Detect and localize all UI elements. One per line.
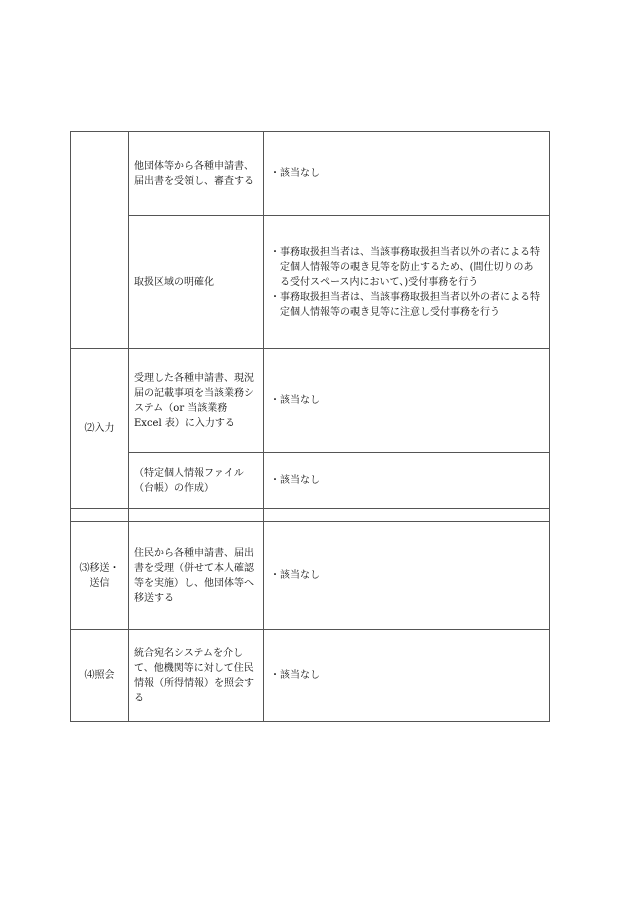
task-cell [129, 453, 264, 509]
task-text: 他団体等から各種申請書、届出書を受領し、審査する [134, 160, 254, 187]
section-label: ⑵入力 [84, 423, 115, 434]
measure-cell [264, 522, 550, 630]
task-text: 取扱区域の明確化 [134, 276, 214, 288]
task-text: 住民から各種申請書、届出書を受理（併せて本人確認等を実施）し、他団体等へ移送する [134, 547, 254, 604]
task-text: （特定個人情報ファイル（台帳）の作成） [134, 467, 244, 494]
table-row [71, 132, 550, 216]
task-text: 受理した各種申請書、現況届の記載事項を当該業務システム（or 当該業務 Excel 表）に入力する [134, 372, 254, 429]
task-cell [129, 522, 264, 630]
measure-item: ・該当なし [270, 670, 320, 681]
section-label-cell [71, 132, 129, 349]
spacer-row [71, 509, 550, 522]
task-cell [129, 216, 264, 349]
measure-item: ・該当なし [270, 395, 320, 406]
section-label-cell [71, 349, 129, 509]
task-text: 統合宛名システムを介して、他機関等に対して住民情報（所得情報）を照会する [134, 647, 254, 704]
measure-cell [264, 216, 550, 349]
process-table [70, 131, 550, 722]
task-cell [129, 630, 264, 722]
task-cell [129, 349, 264, 453]
measure-item: ・事務取扱担当者は、当該事務取扱担当者以外の者による特定個人情報等の覗き見等を防止するため、(間仕切りのある受付スペース内において、)受付事務を行う [270, 246, 540, 288]
table-row [71, 522, 550, 630]
measure-item: ・該当なし [270, 475, 320, 486]
table-row [71, 453, 550, 509]
section-label-cell [71, 522, 129, 630]
table-row [71, 216, 550, 349]
measure-item: ・該当なし [270, 168, 320, 179]
measure-cell [264, 453, 550, 509]
section-label: ⑷照会 [84, 670, 115, 681]
measure-cell [264, 349, 550, 453]
measure-cell [264, 132, 550, 216]
measure-item: ・該当なし [270, 570, 320, 581]
task-cell [129, 132, 264, 216]
measure-item: ・事務取扱担当者は、当該事務取扱担当者以外の者による特定個人情報等の覗き見等に注意し受付事務を行う [270, 291, 540, 318]
measure-cell [264, 630, 550, 722]
section-label-cell [71, 630, 129, 722]
table-row [71, 349, 550, 453]
section-label: ⑶移送・送信 [79, 562, 120, 589]
table-row [71, 630, 550, 722]
